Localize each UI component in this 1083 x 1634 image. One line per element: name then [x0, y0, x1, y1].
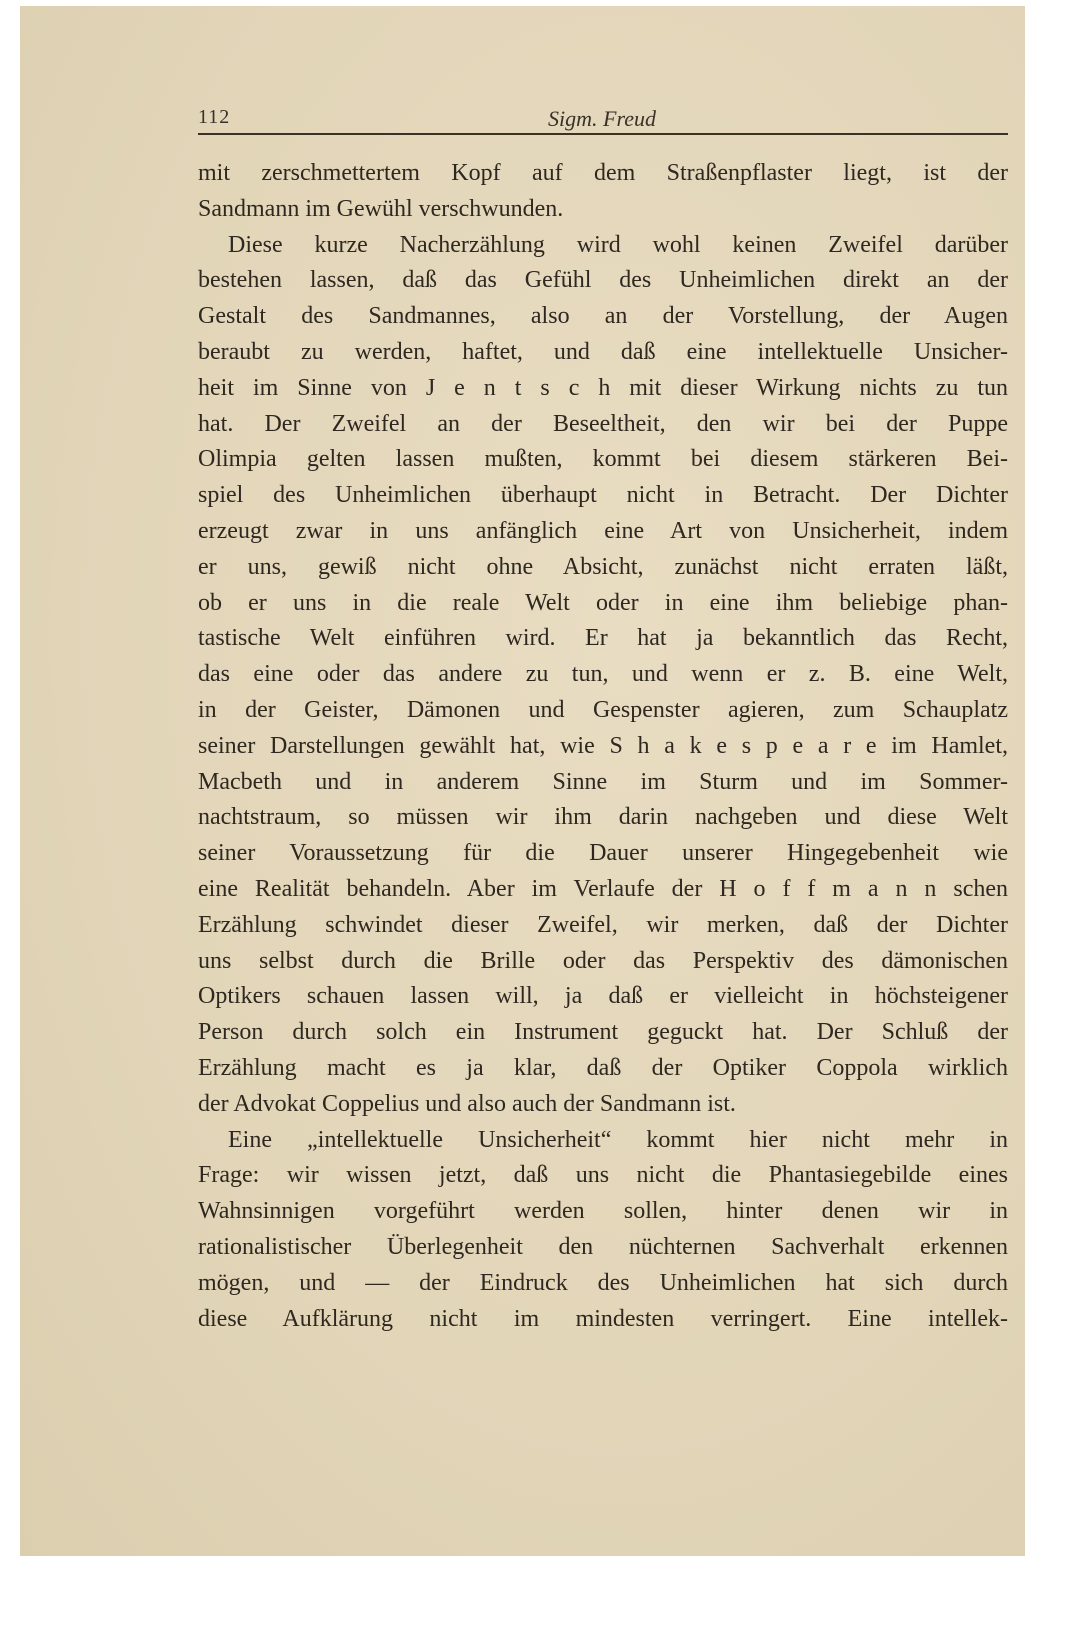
text-line: Frage: wir wissen jetzt, daß uns nicht die Phantasiegebilde eines [198, 1162, 1008, 1189]
text-line: seiner Voraussetzung für die Dauer unserer Hingegebenheit wie [198, 840, 1008, 867]
text-line: Optikers schauen lassen will, ja daß er vielleicht in höchsteigener [198, 983, 1008, 1010]
text-line: ob er uns in die reale Welt oder in eine ihm beliebige phan- [198, 589, 1008, 616]
text-line: diese Aufklärung nicht im mindesten verringert. Eine intellek- [198, 1305, 1008, 1332]
text-line: Erzählung macht es ja klar, daß der Optiker Coppola wirklich [198, 1054, 1008, 1081]
body-text [198, 156, 1008, 1337]
text-line: heit im Sinne von J e n t s c h mit dieser Wirkung nichts zu tun [198, 374, 1008, 401]
text-line: Olimpia gelten lassen mußten, kommt bei diesem stärkeren Bei- [198, 446, 1008, 473]
text-line: spiel des Unheimlichen überhaupt nicht in Betracht. Der Dichter [198, 482, 1008, 509]
header-rule [198, 133, 1008, 135]
text-line: hat. Der Zweifel an der Beseeltheit, den wir bei der Puppe [198, 410, 1008, 437]
text-line: nachtstraum, so müssen wir ihm darin nachgeben und diese Welt [198, 804, 1008, 831]
text-line: rationalistischer Überlegenheit den nüchternen Sachverhalt erkennen [198, 1233, 1008, 1260]
text-line: bestehen lassen, daß das Gefühl des Unheimlichen direkt an der [198, 267, 1008, 294]
text-line: Wahnsinnigen vorgeführt werden sollen, hinter denen wir in [198, 1198, 1008, 1225]
running-head: Sigm. Freud [548, 106, 656, 131]
text-line: das eine oder das andere zu tun, und wenn er z. B. eine Welt, [198, 661, 1008, 688]
text-line: der Advokat Coppelius und also auch der Sandmann ist. [198, 1090, 736, 1117]
text-line: mögen, und — der Eindruck des Unheimlichen hat sich durch [198, 1269, 1008, 1296]
text-line: Macbeth und in anderem Sinne im Sturm und im Sommer- [198, 768, 1008, 795]
page-number: 112 [198, 106, 231, 128]
text-line: Erzählung schwindet dieser Zweifel, wir merken, daß der Dichter [198, 911, 1008, 938]
text-line: Sandmann im Gewühl verschwunden. [198, 195, 564, 222]
text-line: uns selbst durch die Brille oder das Perspektiv des dämonischen [198, 947, 1008, 974]
text-line: Eine „intellektuelle Unsicherheit“ kommt hier nicht mehr in [228, 1126, 1008, 1153]
text-line: Person durch solch ein Instrument geguckt hat. Der Schluß der [198, 1019, 1008, 1046]
text-line: Diese kurze Nacherzählung wird wohl keinen Zweifel darüber [228, 231, 1008, 258]
text-line: in der Geister, Dämonen und Gespenster agieren, zum Schauplatz [198, 696, 1008, 723]
text-line: erzeugt zwar in uns anfänglich eine Art von Unsicherheit, indem [198, 517, 1008, 544]
text-line: Gestalt des Sandmannes, also an der Vorstellung, der Augen [198, 303, 1008, 330]
text-line: beraubt zu werden, haftet, und daß eine intellektuelle Unsicher- [198, 338, 1008, 365]
text-line: er uns, gewiß nicht ohne Absicht, zunächst nicht erraten läßt, [198, 553, 1008, 580]
text-line: tastische Welt einführen wird. Er hat ja bekanntlich das Recht, [198, 625, 1008, 652]
text-line: mit zerschmettertem Kopf auf dem Straßenpflaster liegt, ist der [198, 160, 1008, 186]
page-header [198, 106, 1006, 134]
text-line: seiner Darstellungen gewählt hat, wie S h a k e s p e a r e im Hamlet, [198, 732, 1008, 759]
book-page [20, 6, 1025, 1556]
text-line: eine Realität behandeln. Aber im Verlaufe der H o f f m a n n schen [198, 875, 1008, 902]
